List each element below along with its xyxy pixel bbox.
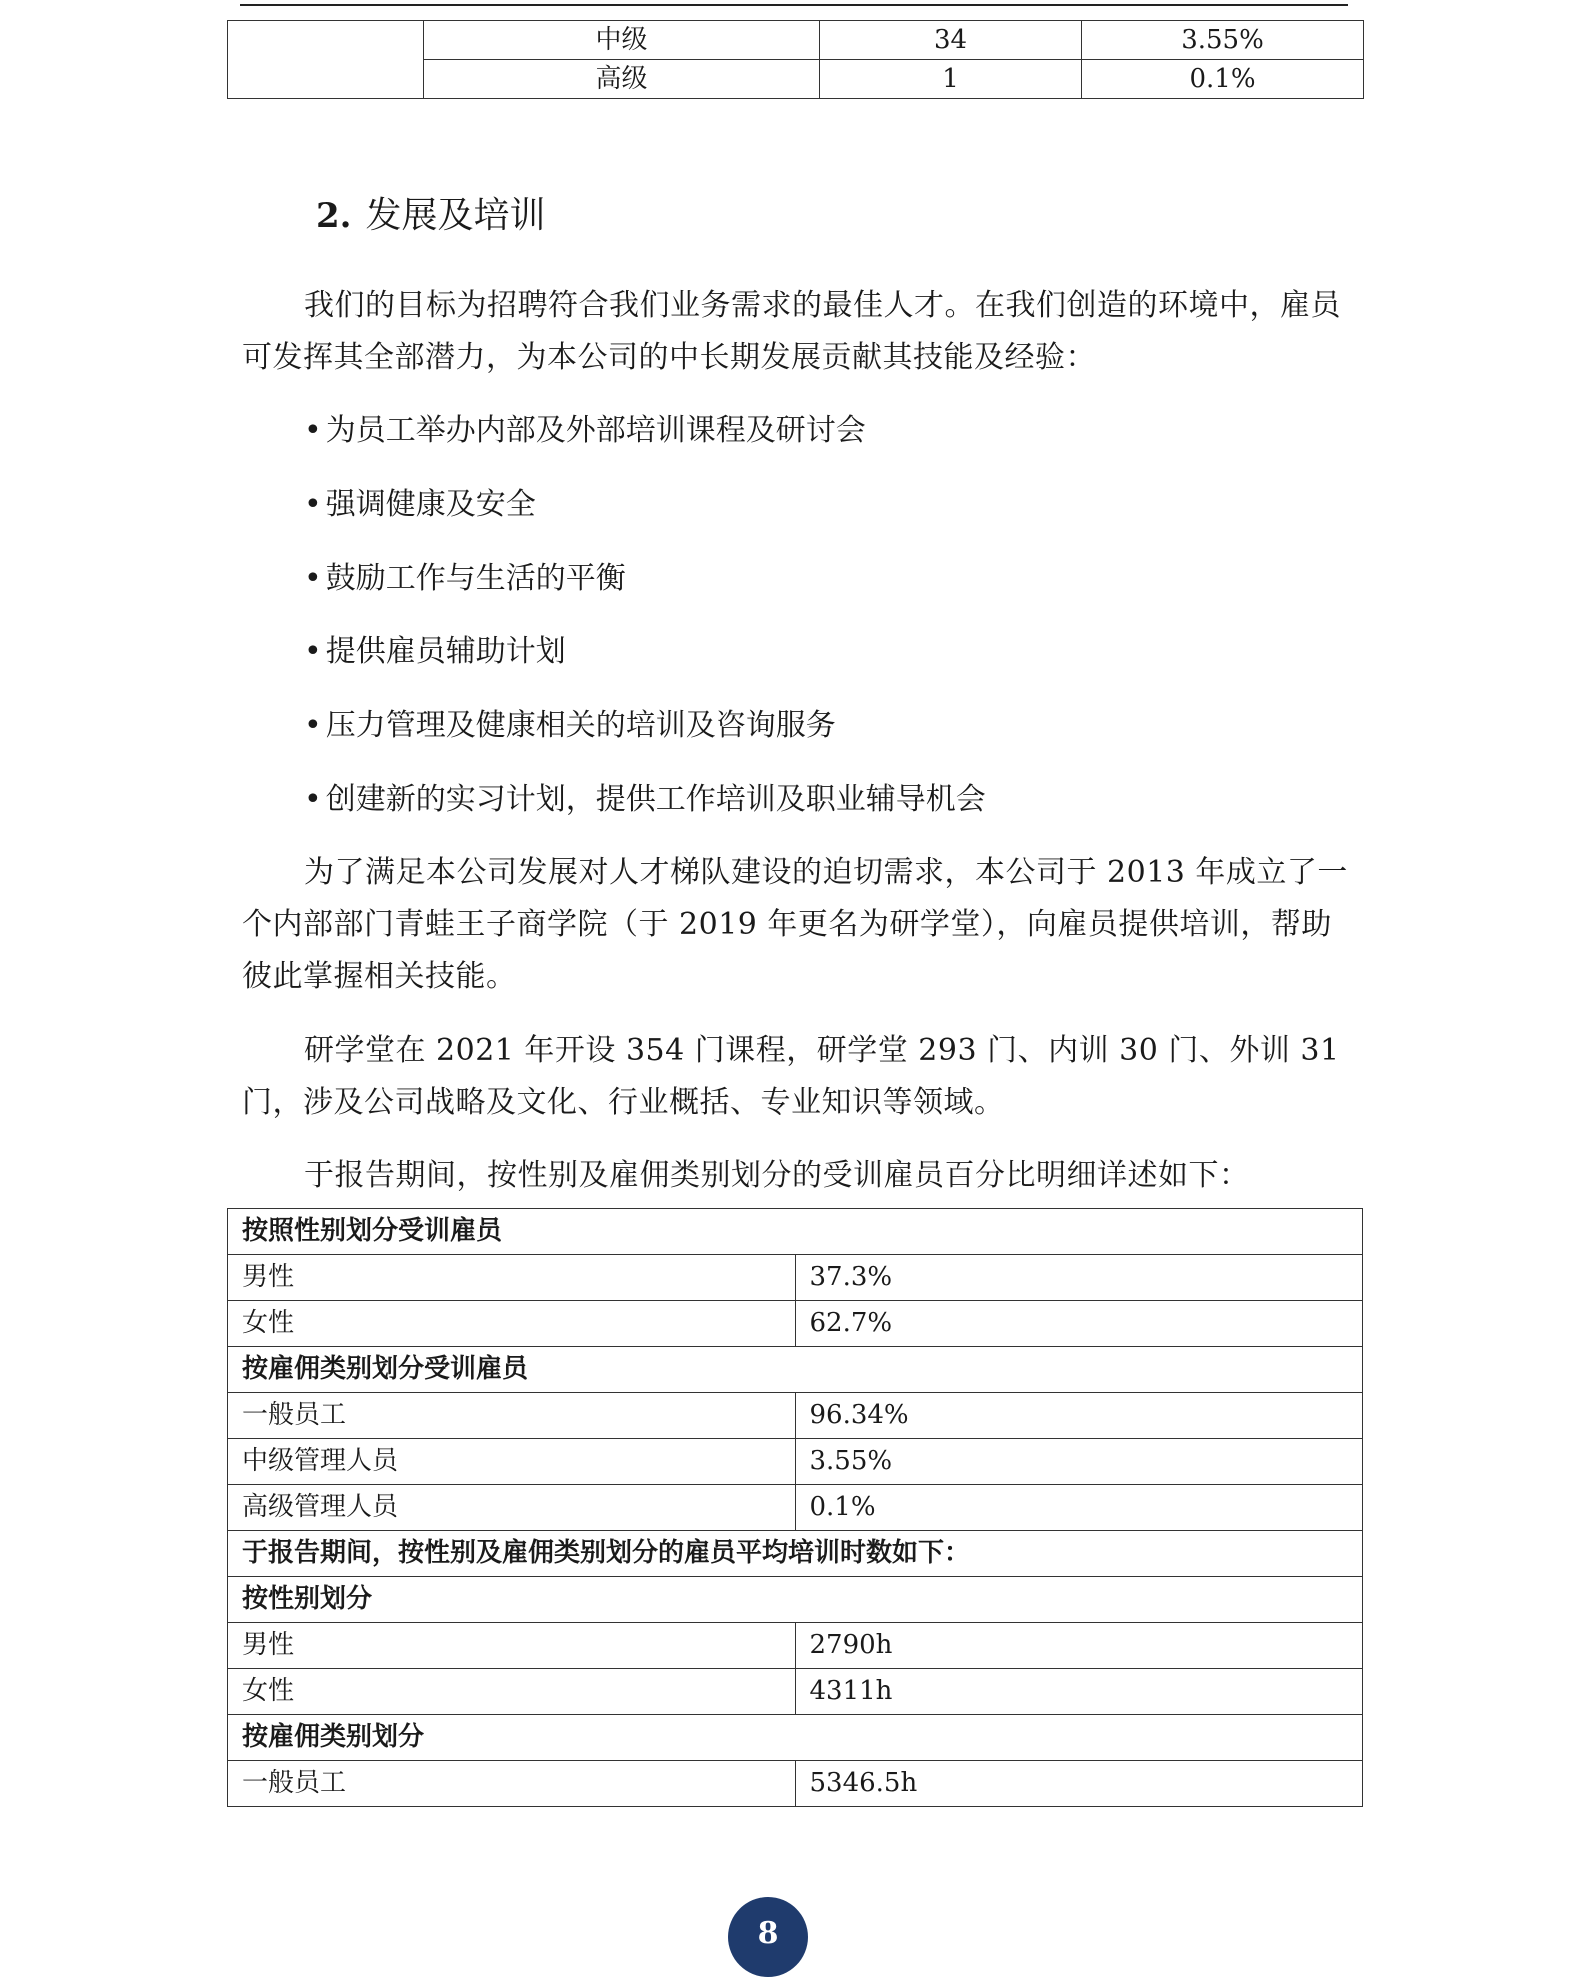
page-number-badge: 8 xyxy=(728,1897,808,1977)
bullet-text: 鼓励工作与生活的平衡 xyxy=(325,561,626,596)
bullet-item xyxy=(304,706,836,746)
bullet-dot-icon: • xyxy=(304,413,322,448)
bullet-text: 创建新的实习计划，提供工作培训及职业辅导机会 xyxy=(325,782,986,817)
intro-paragraph: 我们的目标为招聘符合我们业务需求的最佳人才。在我们创造的环境中，雇员可发挥其全部潜力，为本公司的中长期发展贡献其技能及经验： xyxy=(242,288,1341,375)
table-row xyxy=(228,1669,1363,1715)
table-row xyxy=(228,1301,1363,1347)
bullet-dot-icon: • xyxy=(304,634,322,669)
bullet-item xyxy=(304,411,866,451)
table-row xyxy=(228,1577,1363,1623)
table-row xyxy=(228,1623,1363,1669)
section-number: 2. xyxy=(316,196,352,236)
row-value: 37.3% xyxy=(795,1255,1363,1301)
table-row xyxy=(228,1485,1363,1531)
bullet-item xyxy=(304,780,986,820)
row-value: 5346.5h xyxy=(795,1761,1363,1807)
row-value: 4311h xyxy=(795,1669,1363,1715)
row-value: 62.7% xyxy=(795,1301,1363,1347)
row-value: 0.1% xyxy=(795,1485,1363,1531)
bullet-text: 强调健康及安全 xyxy=(325,487,536,522)
percent-cell: 3.55% xyxy=(1082,21,1364,60)
table-row xyxy=(228,1347,1363,1393)
table-row xyxy=(228,1255,1363,1301)
row-value: 96.34% xyxy=(795,1393,1363,1439)
percent-cell: 0.1% xyxy=(1082,60,1364,99)
level-cell: 中级 xyxy=(424,21,820,60)
table-row xyxy=(228,1531,1363,1577)
row-label: 一般员工 xyxy=(228,1393,796,1439)
academy-paragraph: 为了满足本公司发展对人才梯队建设的迫切需求，本公司于 2013 年成立了一个内部部门青蛙王子商学院（于 2019 年更名为研学堂），向雇员提供培训，帮助彼此掌握相关技能。 xyxy=(242,855,1348,994)
bullet-dot-icon: • xyxy=(304,708,322,743)
table-row xyxy=(228,1393,1363,1439)
row-label: 男性 xyxy=(228,1623,796,1669)
count-cell: 34 xyxy=(820,21,1082,60)
bullet-dot-icon: • xyxy=(304,561,322,596)
top-rule xyxy=(240,4,1348,6)
hours-intro-heading: 于报告期间，按性别及雇佣类别划分的雇员平均培训时数如下： xyxy=(228,1531,1363,1577)
table-row xyxy=(228,1761,1363,1807)
bullet-dot-icon: • xyxy=(304,782,322,817)
merged-blank-cell xyxy=(228,21,424,99)
bullet-text: 提供雇员辅助计划 xyxy=(325,634,566,669)
hours-gender-heading: 按性别划分 xyxy=(228,1577,1363,1623)
row-label: 女性 xyxy=(228,1301,796,1347)
bullet-item xyxy=(304,485,536,525)
bullet-text: 为员工举办内部及外部培训课程及研讨会 xyxy=(325,413,866,448)
row-label: 高级管理人员 xyxy=(228,1485,796,1531)
section-heading xyxy=(316,190,546,242)
training-table xyxy=(227,1208,1363,1807)
row-label: 女性 xyxy=(228,1669,796,1715)
table-row xyxy=(228,21,1364,60)
table-row xyxy=(228,1715,1363,1761)
row-label: 一般员工 xyxy=(228,1761,796,1807)
hours-employment-heading: 按雇佣类别划分 xyxy=(228,1715,1363,1761)
bullet-item xyxy=(304,632,566,672)
table-row xyxy=(228,1439,1363,1485)
row-value: 3.55% xyxy=(795,1439,1363,1485)
row-label: 中级管理人员 xyxy=(228,1439,796,1485)
staff-level-table xyxy=(227,20,1364,99)
level-cell: 高级 xyxy=(424,60,820,99)
bullet-item xyxy=(304,559,626,599)
bullet-dot-icon: • xyxy=(304,487,322,522)
bullet-text: 压力管理及健康相关的培训及咨询服务 xyxy=(325,708,836,743)
table-intro-paragraph: 于报告期间，按性别及雇佣类别划分的受训雇员百分比明细详述如下： xyxy=(304,1158,1250,1193)
row-label: 男性 xyxy=(228,1255,796,1301)
row-value: 2790h xyxy=(795,1623,1363,1669)
gender-section-heading: 按照性别划分受训雇员 xyxy=(228,1209,1363,1255)
count-cell: 1 xyxy=(820,60,1082,99)
table-row xyxy=(228,1209,1363,1255)
courses-paragraph: 研学堂在 2021 年开设 354 门课程，研学堂 293 门、内训 30 门、外训 31 门，涉及公司战略及文化、行业概括、专业知识等领域。 xyxy=(242,1033,1340,1120)
employment-section-heading: 按雇佣类别划分受训雇员 xyxy=(228,1347,1363,1393)
section-title: 发展及培训 xyxy=(365,195,546,236)
